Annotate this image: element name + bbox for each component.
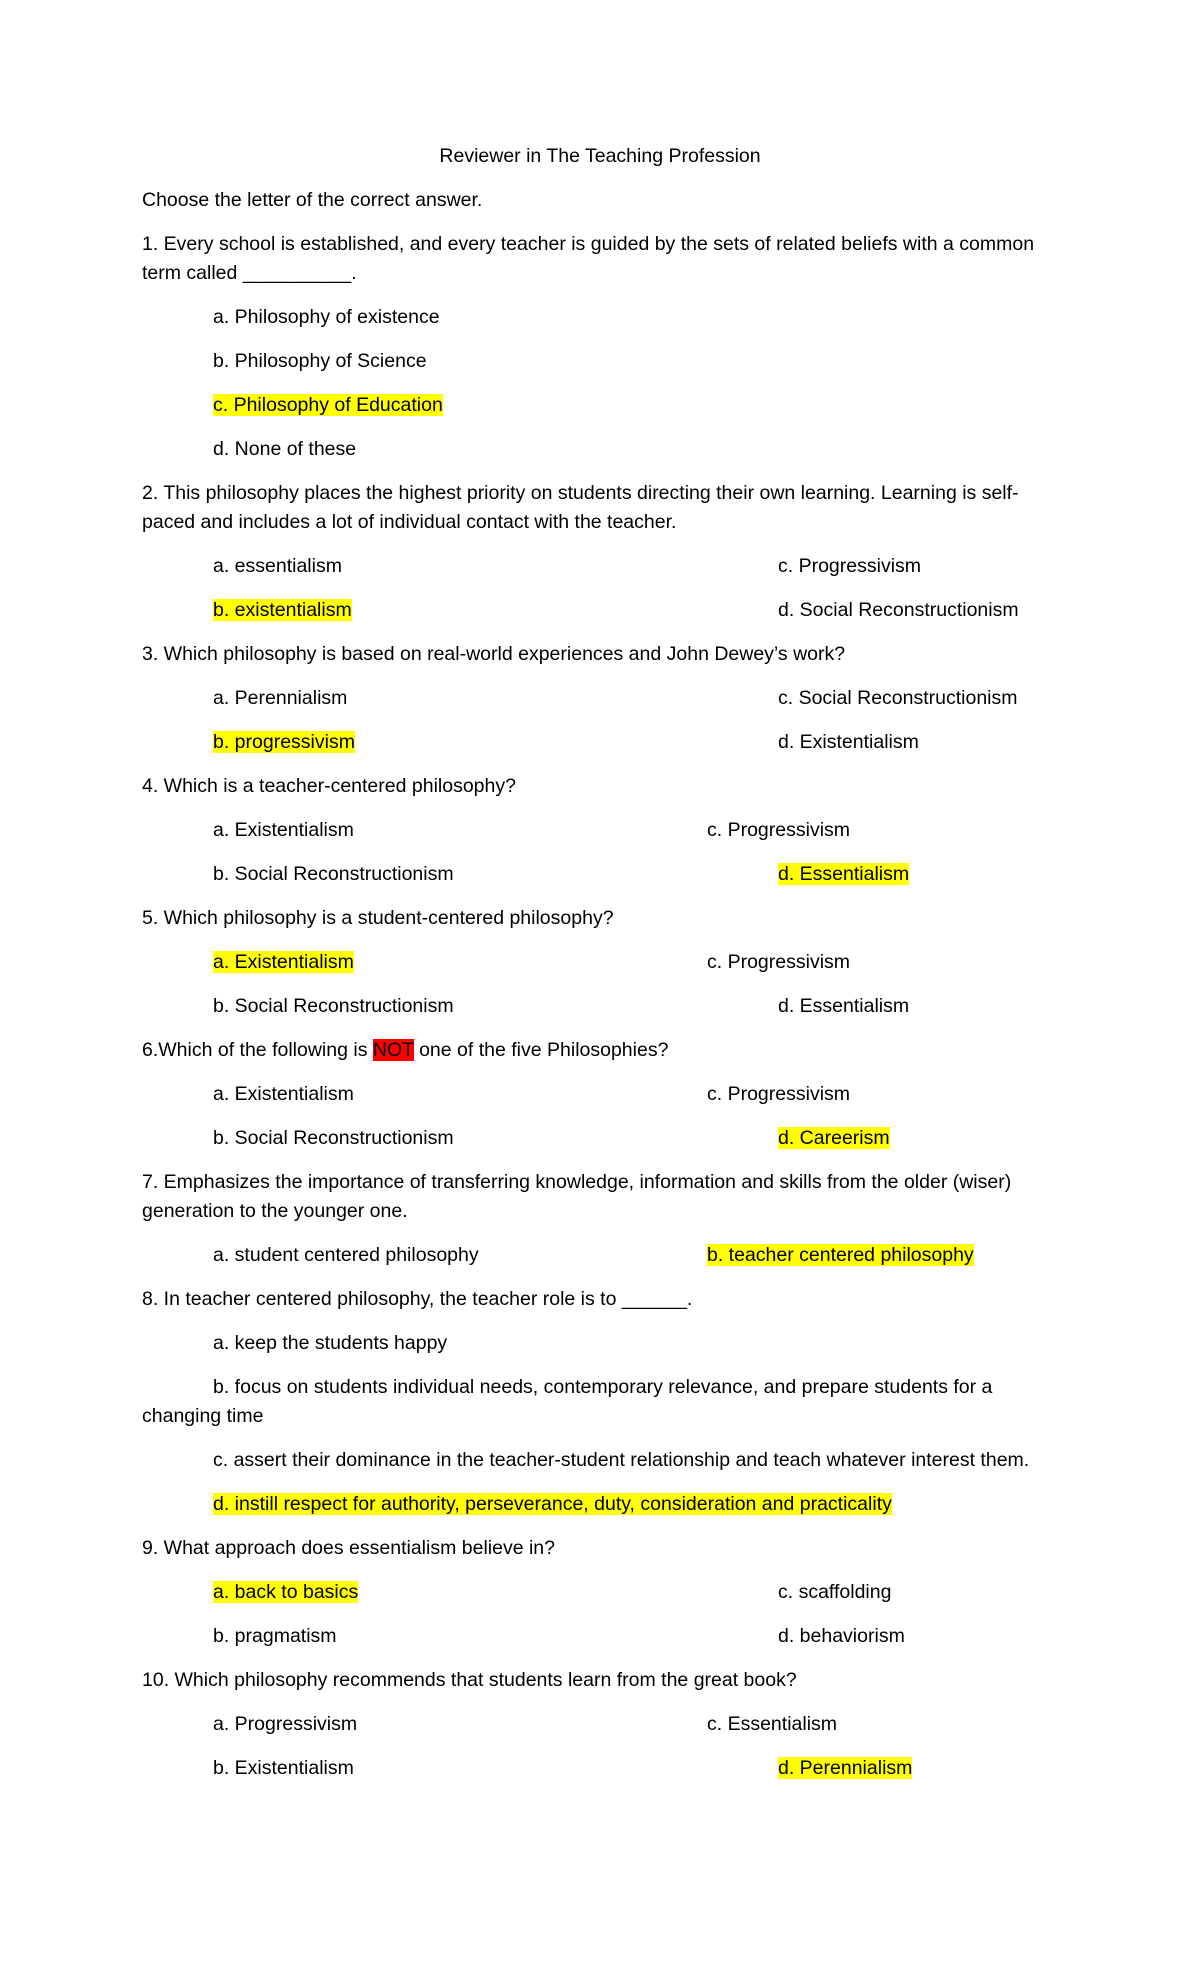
- question-10: 10. Which philosophy recommends that students learn from the great book?: [142, 1669, 797, 1691]
- answer-highlight: c. Philosophy of Education: [213, 394, 443, 416]
- q9-option-b: b. pragmatism: [213, 1625, 337, 1647]
- question-1-line-1: 1. Every school is established, and every teacher is guided by the sets of related beliefs with a common: [142, 233, 1035, 255]
- question-6-post: one of the five Philosophies?: [413, 1039, 669, 1061]
- q10-option-b: b. Existentialism: [213, 1757, 354, 1779]
- q1-option-c-answer: [213, 391, 443, 419]
- q2-option-a: a. essentialism: [213, 555, 342, 577]
- answer-highlight: b. teacher centered philosophy: [707, 1244, 974, 1266]
- answer-highlight: a. Existentialism: [213, 951, 354, 973]
- q3-option-b-answer: [213, 728, 355, 756]
- q10-option-c: c. Essentialism: [707, 1713, 838, 1735]
- q8-option-c: c. assert their dominance in the teacher-student relationship and teach whatever interest them.: [213, 1449, 1030, 1471]
- answer-highlight: d. instill respect for authority, perseverance, duty, consideration and practicality: [213, 1493, 892, 1515]
- question-7-line-2: generation to the younger one.: [142, 1200, 408, 1222]
- question-2-line-2: paced and includes a lot of individual contact with the teacher.: [142, 511, 677, 533]
- question-6: [142, 1036, 668, 1064]
- q2-option-c: c. Progressivism: [778, 555, 922, 577]
- q4-option-d-answer: [778, 860, 909, 888]
- question-5: 5. Which philosophy is a student-centered philosophy?: [142, 907, 614, 929]
- document-title: Reviewer in The Teaching Profession: [439, 145, 761, 167]
- q4-option-b: b. Social Reconstructionism: [213, 863, 454, 885]
- question-7-line-1: 7. Emphasizes the importance of transferring knowledge, information and skills from the older (wiser): [142, 1171, 1012, 1193]
- question-4: 4. Which is a teacher-centered philosophy?: [142, 775, 516, 797]
- q3-option-a: a. Perennialism: [213, 687, 348, 709]
- q5-option-d: d. Essentialism: [778, 995, 910, 1017]
- answer-highlight: b. progressivism: [213, 731, 355, 753]
- q7-option-a: a. student centered philosophy: [213, 1244, 479, 1266]
- q3-option-c: c. Social Reconstructionism: [778, 687, 1018, 709]
- q10-option-d-answer: [778, 1754, 912, 1782]
- question-2-line-1: 2. This philosophy places the highest priority on students directing their own learning. Learning is self-: [142, 482, 1019, 504]
- q10-option-a: a. Progressivism: [213, 1713, 358, 1735]
- q5-option-b: b. Social Reconstructionism: [213, 995, 454, 1017]
- q2-option-b-answer: [213, 596, 352, 624]
- q8-option-b-line-2: changing time: [142, 1405, 264, 1427]
- answer-highlight: b. existentialism: [213, 599, 352, 621]
- q9-option-d: d. behaviorism: [778, 1625, 905, 1647]
- emphasis-highlight: NOT: [372, 1039, 414, 1061]
- question-1-line-2: term called __________.: [142, 262, 357, 284]
- q6-option-d-answer: [778, 1124, 890, 1152]
- q8-option-a: a. keep the students happy: [213, 1332, 448, 1354]
- q1-option-d: d. None of these: [213, 438, 357, 460]
- q8-option-d-answer: [213, 1490, 892, 1518]
- question-8: 8. In teacher centered philosophy, the teacher role is to ______.: [142, 1288, 693, 1310]
- q2-option-d: d. Social Reconstructionism: [778, 599, 1019, 621]
- question-3: 3. Which philosophy is based on real-world experiences and John Dewey’s work?: [142, 643, 846, 665]
- answer-highlight: d. Essentialism: [778, 863, 910, 885]
- q5-option-a-answer: [213, 948, 354, 976]
- q4-option-c: c. Progressivism: [707, 819, 851, 841]
- q6-option-c: c. Progressivism: [707, 1083, 851, 1105]
- q6-option-a: a. Existentialism: [213, 1083, 354, 1105]
- q3-option-d: d. Existentialism: [778, 731, 919, 753]
- q9-option-c: c. scaffolding: [778, 1581, 892, 1603]
- q8-option-b-line-1: b. focus on students individual needs, contemporary relevance, and prepare students for a: [213, 1376, 993, 1398]
- q6-option-b: b. Social Reconstructionism: [213, 1127, 454, 1149]
- q1-option-b: b. Philosophy of Science: [213, 350, 427, 372]
- question-9: 9. What approach does essentialism believe in?: [142, 1537, 555, 1559]
- q1-option-a: a. Philosophy of existence: [213, 306, 440, 328]
- question-6-pre: 6.Which of the following is: [142, 1039, 373, 1061]
- instruction-text: Choose the letter of the correct answer.: [142, 189, 483, 211]
- answer-highlight: a. back to basics: [213, 1581, 359, 1603]
- answer-highlight: d. Perennialism: [778, 1757, 913, 1779]
- answer-highlight: d. Careerism: [778, 1127, 890, 1149]
- q5-option-c: c. Progressivism: [707, 951, 851, 973]
- q9-option-a-answer: [213, 1578, 358, 1606]
- q4-option-a: a. Existentialism: [213, 819, 354, 841]
- q7-option-b-answer: [707, 1241, 974, 1269]
